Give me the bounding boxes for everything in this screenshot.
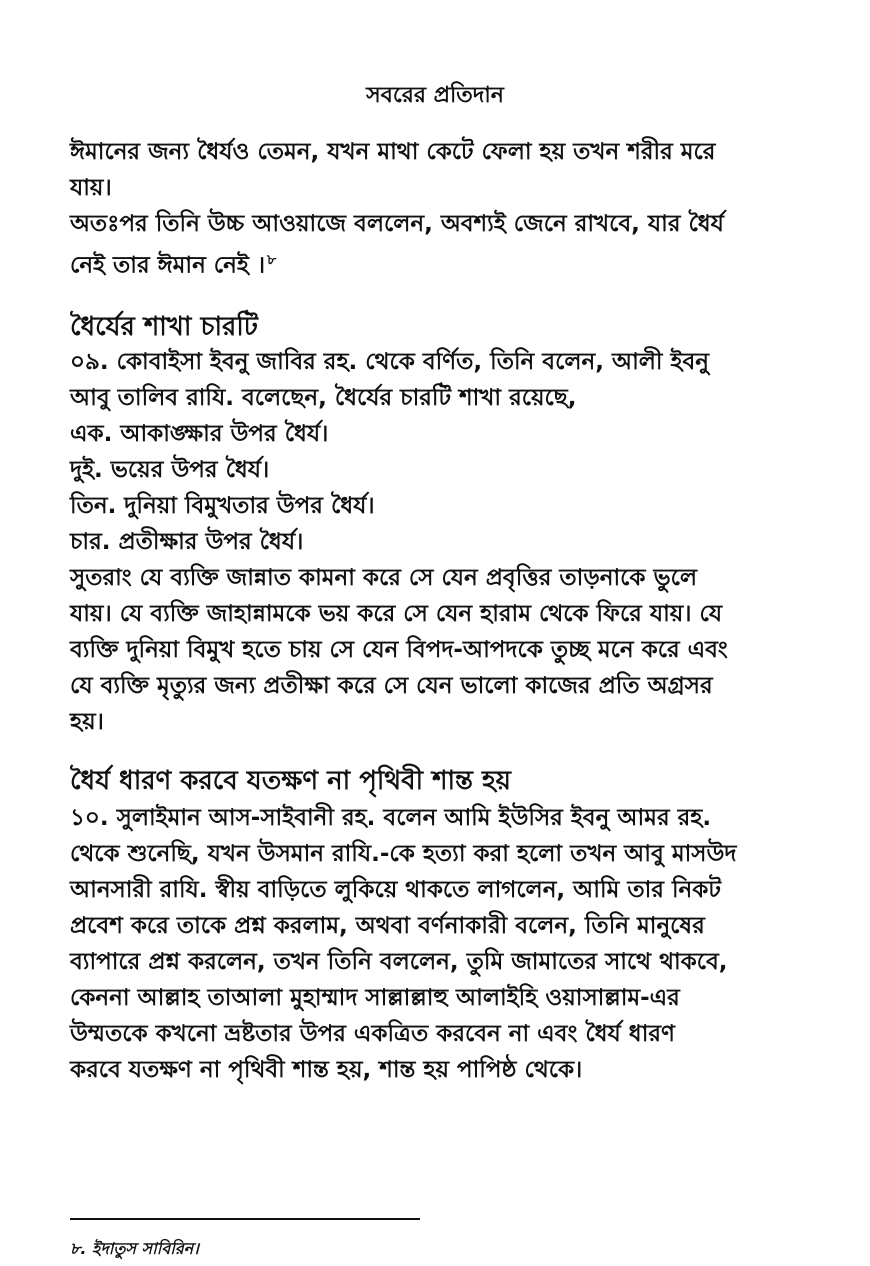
footnote-divider	[70, 1218, 420, 1220]
section-2-body	[70, 800, 790, 1088]
text-line: হয়।	[70, 709, 104, 735]
text-line: ০৯. কোবাইসা ইবনু জাবির রহ. থেকে বর্ণিত, তিনি বলেন, আলী ইবনু	[70, 349, 709, 375]
footnote: ৮. ইদাতুস সাবিরিন।	[70, 1239, 199, 1258]
text-line: ১০. সুলাইমান আস-সাইবানী রহ. বলেন আমি ইউসির ইবনু আমর রহ.	[70, 805, 712, 831]
section-heading-2: ধৈর্য ধারণ করবে যতক্ষণ না পৃথিবী শান্ত হয়	[70, 766, 511, 796]
text-line: ব্যক্তি দুনিয়া বিমুখ হতে চায় সে যেন বিপদ-আপদকে তুচ্ছ মনে করে এবং	[70, 637, 728, 663]
list-item: এক. আকাঙ্ক্ষার উপর ধৈর্য।	[70, 421, 329, 447]
text-line-content: নেই তার ঈমান নেই ।	[70, 252, 266, 279]
text-line: থেকে শুনেছি, যখন উসমান রাযি.-কে হত্যা করা হলো তখন আবু মাসউদ	[70, 841, 737, 867]
footnote-marker: ৮	[267, 252, 277, 268]
section-1-body	[70, 344, 790, 740]
text-line: ব্যাপারে প্রশ্ন করলেন, তখন তিনি বললেন, তুমি জামাতের সাথে থাকবে,	[70, 949, 728, 975]
text-line: যে ব্যক্তি মৃত্যুর জন্য প্রতীক্ষা করে সে যেন ভালো কাজের প্রতি অগ্রসর	[70, 673, 713, 699]
text-line: যায়।	[70, 175, 112, 201]
text-line	[70, 242, 790, 284]
text-line: কেননা আল্লাহ তাআলা মুহাম্মাদ সাল্লাল্লাহু আলাইহি ওয়াসাল্লাম-এর	[70, 985, 680, 1011]
text-line: সুতরাং যে ব্যক্তি জান্নাত কামনা করে সে যেন প্রবৃত্তির তাড়নাকে ভুলে	[70, 565, 698, 591]
list-item: দুই. ভয়ের উপর ধৈর্য।	[70, 457, 270, 483]
text-line: অতঃপর তিনি উচ্চ আওয়াজে বললেন, অবশ্যই জেনে রাখবে, যার ধৈর্য	[70, 211, 724, 237]
text-line: আবু তালিব রাযি. বলেছেন, ধৈর্যের চারটি শাখা রয়েছে,	[70, 385, 577, 411]
section-heading-1: ধৈর্যের শাখা চারটি	[70, 312, 258, 342]
text-line: যায়। যে ব্যক্তি জাহান্নামকে ভয় করে সে যেন হারাম থেকে ফিরে যায়। যে	[70, 601, 723, 627]
list-item: তিন. দুনিয়া বিমুখতার উপর ধৈর্য।	[70, 493, 375, 519]
paragraph-1	[70, 134, 790, 206]
text-line: করবে যতক্ষণ না পৃথিবী শান্ত হয়, শান্ত হয় পাপিষ্ঠ থেকে।	[70, 1057, 583, 1083]
text-line: উম্মতকে কখনো ভ্রষ্টতার উপর একত্রিত করবেন না এবং ধৈর্য ধারণ	[70, 1021, 675, 1047]
text-line: ঈমানের জন্য ধৈর্যও তেমন, যখন মাথা কেটে ফেলা হয় তখন শরীর মরে	[70, 139, 716, 165]
list-item: চার. প্রতীক্ষার উপর ধৈর্য।	[70, 529, 304, 555]
text-line: প্রবেশ করে তাকে প্রশ্ন করলাম, অথবা বর্ণনাকারী বলেন, তিনি মানুষের	[70, 913, 705, 939]
running-head: সবরের প্রতিদান	[366, 83, 504, 108]
text-line: আনসারী রাযি. স্বীয় বাড়িতে লুকিয়ে থাকতে লাগলেন, আমি তার নিকট	[70, 877, 721, 903]
paragraph-2	[70, 206, 790, 284]
